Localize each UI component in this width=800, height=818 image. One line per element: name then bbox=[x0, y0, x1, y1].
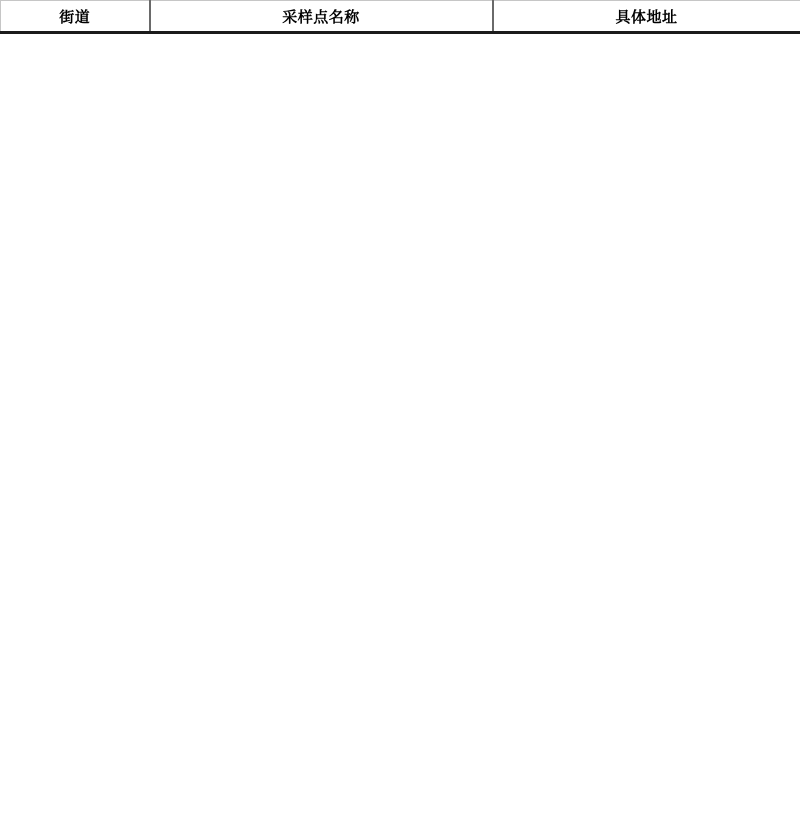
col-header-address: 具体地址 bbox=[493, 1, 800, 33]
header-row bbox=[1, 1, 800, 33]
col-header-site-name: 采样点名称 bbox=[150, 1, 493, 33]
table-header bbox=[1, 1, 800, 33]
table-body bbox=[1, 33, 800, 817]
col-header-street: 街道 bbox=[1, 1, 150, 33]
